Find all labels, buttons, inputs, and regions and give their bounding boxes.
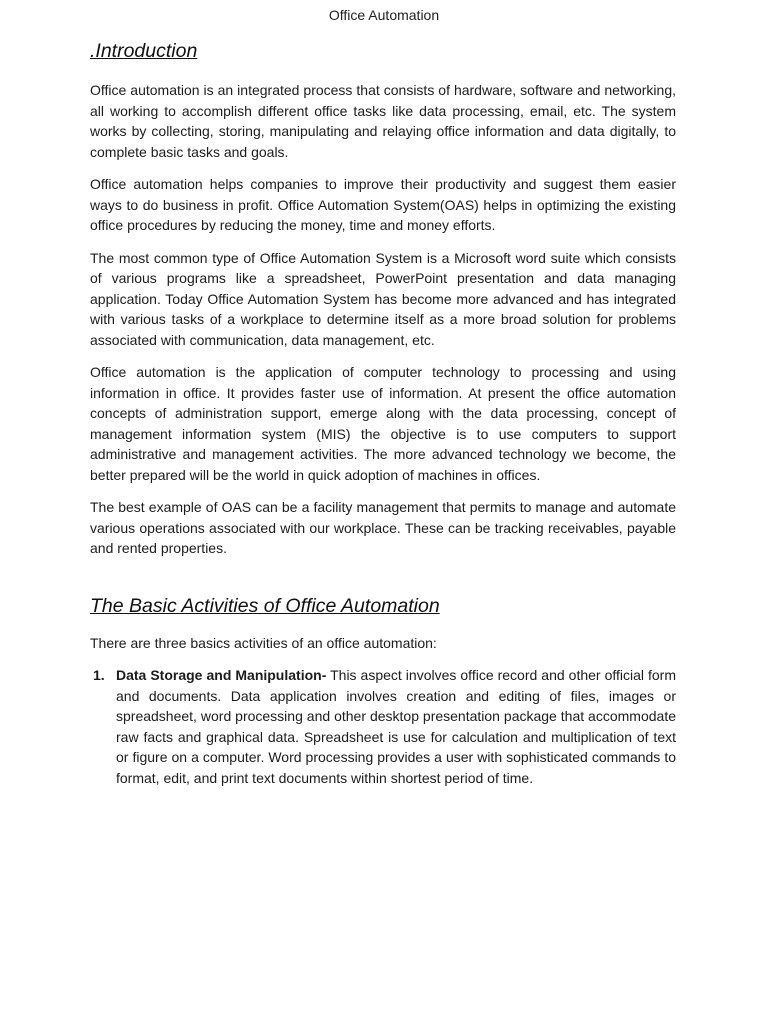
list-item	[90, 665, 676, 788]
document-body	[90, 38, 676, 788]
running-header: Office Automation	[328, 7, 440, 23]
intro-paragraph-2: Office automation helps companies to improve their productivity and suggest them easier ways to do business in profit. Office Automation System(OAS) helps in optimizing the existing office procedures by reducing the money, time and money efforts.	[90, 176, 676, 233]
intro-paragraph-1: Office automation is an integrated process that consists of hardware, software and networking, all working to accomplish different office tasks like data processing, email, etc. The system works by collecting, storing, manipulating and relaying office information and data digitally, to complete basic tasks and goals.	[90, 82, 676, 160]
intro-paragraph-5: The best example of OAS can be a facility management that permits to manage and automate various operations associated with our workplace. These can be tracking receivables, payable and rented properties.	[90, 499, 676, 556]
activities-list	[90, 665, 676, 788]
list-item-number: 1.	[93, 667, 105, 683]
list-item-term: Data Storage and Manipulation-	[116, 667, 327, 683]
list-item-text: This aspect involves office record and other official form and documents. Data application involves creation and editing of files, images or spreadsheet, word processing and other desktop presentation package that accommodate raw facts and graphical data. Spreadsheet is use for calculation and multiplication of text or figure on a computer. Word processing provides a user with sophisticated commands to format, edit, and print text documents within shortest period of time.	[116, 667, 676, 786]
intro-paragraph-4: Office automation is the application of computer technology to processing and using information in office. It provides faster use of information. At present the office automation concepts of administration support, emerge along with the data processing, concept of management information system (MIS) the objective is to use computers to support administrative and management activities. The more advanced technology we become, the better prepared will be the world in quick adoption of machines in offices.	[90, 364, 676, 483]
introduction-heading: .Introduction	[90, 40, 198, 62]
activities-lead-paragraph: There are three basics activities of an office automation:	[90, 634, 437, 651]
basic-activities-heading: The Basic Activities of Office Automation	[90, 594, 440, 617]
intro-paragraph-3: The most common type of Office Automation System is a Microsoft word suite which consists of various programs like a spreadsheet, PowerPoint presentation and data managing application. Today Office Automation System has become more advanced and has integrated with various tasks of a workplace to determine itself as a more broad solution for problems associated with communication, data management, etc.	[90, 249, 676, 348]
